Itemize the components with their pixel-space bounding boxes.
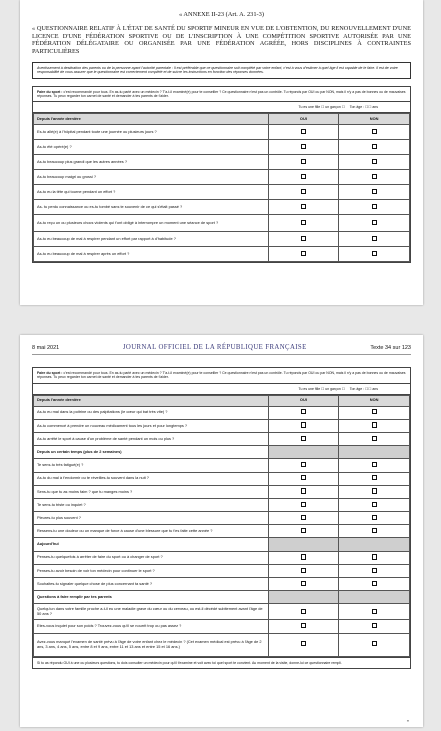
questionnaire-form-1	[32, 86, 411, 264]
sex-choice-2[interactable]: Tu es une fille ☐ un garçon ☐	[298, 386, 345, 391]
non-cell	[339, 125, 410, 140]
non-cell	[339, 185, 410, 200]
oui-cell	[268, 564, 339, 577]
section-label: Questions à faire remplir par tes parents	[34, 591, 269, 604]
non-checkbox[interactable]	[372, 641, 377, 646]
sex-age-line-2	[33, 384, 410, 395]
intro-lead: Faire du sport :	[37, 89, 63, 94]
table-row	[34, 633, 410, 656]
questionnaire-form-2	[32, 367, 411, 658]
question-text: As-tu eu beaucoup de mal à respirer pendant un effort par rapport à d'habitude ?	[34, 232, 269, 247]
section-non-cell	[339, 591, 410, 604]
oui-checkbox[interactable]	[301, 609, 306, 614]
non-checkbox[interactable]	[372, 144, 377, 149]
non-checkbox[interactable]	[372, 462, 377, 467]
non-cell	[339, 633, 410, 656]
question-text: Te sens-tu très fatigué(e) ?	[34, 459, 269, 472]
oui-checkbox[interactable]	[301, 251, 306, 256]
non-cell	[339, 155, 410, 170]
question-text: Ressens-tu une douleur ou un manque de force à cause d'une blessure que tu t'es faite cette année ?	[34, 525, 269, 538]
non-cell	[339, 215, 410, 232]
oui-cell	[268, 459, 339, 472]
non-cell	[339, 472, 410, 485]
oui-cell	[268, 170, 339, 185]
non-checkbox[interactable]	[372, 515, 377, 520]
question-text: Es-tu allé(e) à l'hôpital pendant toute une journée ou plusieurs jours ?	[34, 125, 269, 140]
non-checkbox[interactable]	[372, 159, 377, 164]
oui-cell	[268, 406, 339, 419]
intro-lead-2: Faire du sport :	[37, 371, 63, 375]
oui-cell	[268, 125, 339, 140]
non-cell	[339, 578, 410, 591]
oui-checkbox[interactable]	[301, 488, 306, 493]
non-checkbox[interactable]	[372, 220, 377, 225]
question-text: As-tu beaucoup plus grandi que les autres années ?	[34, 155, 269, 170]
non-checkbox[interactable]	[372, 568, 377, 573]
question-text: Te sens-tu triste ou inquiet ?	[34, 498, 269, 511]
table-row	[34, 512, 410, 525]
oui-cell	[268, 620, 339, 633]
question-text: As-tu arrêté le sport à cause d'un problème de santé pendant un mois ou plus ?	[34, 432, 269, 445]
oui-cell	[268, 551, 339, 564]
header-non-2: NON	[339, 395, 410, 406]
non-cell	[339, 459, 410, 472]
non-checkbox[interactable]	[372, 623, 377, 628]
oui-checkbox[interactable]	[301, 129, 306, 134]
non-checkbox[interactable]	[372, 502, 377, 507]
oui-cell	[268, 633, 339, 656]
section-non-cell	[339, 446, 410, 459]
table-row	[34, 620, 410, 633]
question-text: Penses-tu avoir besoin de voir ton médecin pour continuer le sport ?	[34, 564, 269, 577]
table-row	[34, 155, 410, 170]
header-oui: OUI	[268, 114, 339, 125]
section-oui-cell	[268, 538, 339, 551]
non-cell	[339, 512, 410, 525]
journal-header	[32, 344, 411, 355]
oui-checkbox[interactable]	[301, 502, 306, 507]
non-checkbox[interactable]	[372, 236, 377, 241]
questions-table-2	[33, 395, 410, 657]
section-label: Aujourd'hui	[34, 538, 269, 551]
oui-cell	[268, 512, 339, 525]
table-row	[34, 564, 410, 577]
table-row	[34, 604, 410, 620]
non-checkbox[interactable]	[372, 174, 377, 179]
oui-checkbox[interactable]	[301, 641, 306, 646]
non-checkbox[interactable]	[372, 204, 377, 209]
oui-checkbox[interactable]	[301, 174, 306, 179]
header-non: NON	[339, 114, 410, 125]
oui-checkbox[interactable]	[301, 436, 306, 441]
non-checkbox[interactable]	[372, 129, 377, 134]
document-page-2	[20, 335, 423, 727]
oui-checkbox[interactable]	[301, 144, 306, 149]
non-cell	[339, 140, 410, 155]
section-oui-cell	[268, 446, 339, 459]
section-label: Depuis un certain temps (plus de 2 semaines)	[34, 446, 269, 459]
question-text: As-tu du mal à t'endormir ou te réveilles-tu souvent dans la nuit ?	[34, 472, 269, 485]
non-checkbox[interactable]	[372, 422, 377, 427]
oui-cell	[268, 604, 339, 620]
non-checkbox[interactable]	[372, 528, 377, 533]
question-text: Etes-vous inquiet pour son poids ? Trouvez-vous qu'il se nourrit trop ou pas assez ?	[34, 620, 269, 633]
question-text: Sens-tu que tu as moins faim ? que tu manges moins ?	[34, 485, 269, 498]
non-cell	[339, 232, 410, 247]
journal-date: 8 mai 2021	[32, 344, 60, 351]
question-text: As-tu eu beaucoup de mal à respirer après un effort ?	[34, 247, 269, 262]
oui-cell	[268, 432, 339, 445]
title-marker: «	[32, 26, 35, 32]
oui-checkbox[interactable]	[301, 515, 306, 520]
table-row	[34, 485, 410, 498]
non-cell	[339, 406, 410, 419]
question-text: As-tu reçu un ou plusieurs chocs violents qui t'ont obligé à interrompre un moment une séance de sport ?	[34, 215, 269, 232]
non-cell	[339, 620, 410, 633]
table-row	[34, 215, 410, 232]
oui-cell	[268, 578, 339, 591]
oui-checkbox[interactable]	[301, 220, 306, 225]
non-cell	[339, 525, 410, 538]
oui-checkbox[interactable]	[301, 189, 306, 194]
oui-checkbox[interactable]	[301, 568, 306, 573]
question-text: Souhaites-tu signaler quelque chose de plus concernant ta santé ?	[34, 578, 269, 591]
non-checkbox[interactable]	[372, 554, 377, 559]
oui-checkbox[interactable]	[301, 409, 306, 414]
table-row	[34, 185, 410, 200]
oui-cell	[268, 247, 339, 262]
section-row	[34, 591, 410, 604]
header-oui-2: OUI	[268, 395, 339, 406]
oui-checkbox[interactable]	[301, 475, 306, 480]
oui-checkbox[interactable]	[301, 528, 306, 533]
journal-title: JOURNAL OFFICIEL DE LA RÉPUBLIQUE FRANÇAISE	[122, 344, 307, 351]
oui-cell	[268, 140, 339, 155]
document-page-1	[20, 0, 423, 305]
question-text: As-tu beaucoup maigri ou grossi ?	[34, 170, 269, 185]
section-oui-cell	[268, 591, 339, 604]
non-cell	[339, 604, 410, 620]
oui-checkbox[interactable]	[301, 623, 306, 628]
question-text: Quelqu'un dans votre famille proche a-t-il eu une maladie grave du cœur ou du cerveau, ou est-il décédé subitement avant l'âge de 50 ans ?	[34, 604, 269, 620]
table-row	[34, 200, 410, 215]
table-row	[34, 551, 410, 564]
table-header	[34, 114, 410, 125]
question-text: As-tu commencé à prendre un nouveau médicament tous les jours et pour longtemps ?	[34, 419, 269, 432]
oui-checkbox[interactable]	[301, 236, 306, 241]
question-text: As-tu eu mal dans la poitrine ou des palpitations (le cœur qui bat très vite) ?	[34, 406, 269, 419]
table-row	[34, 498, 410, 511]
non-checkbox[interactable]	[372, 609, 377, 614]
table-row	[34, 247, 410, 262]
oui-checkbox[interactable]	[301, 159, 306, 164]
non-checkbox[interactable]	[372, 488, 377, 493]
non-cell	[339, 551, 410, 564]
table-row	[34, 432, 410, 445]
continuation-marker: »	[406, 718, 409, 723]
header-question: Depuis l'année dernière	[34, 114, 269, 125]
non-checkbox[interactable]	[372, 581, 377, 586]
texte-number: Texte 34 sur 123	[370, 344, 411, 351]
questionnaire-title	[32, 25, 411, 55]
parent-warning: Avertissement à destination des parents ou de la personne ayant l'autorité parentale : Il est préférable que ce questionnaire soit complété par votre enfant, c'est à vous d'estimer à quel âge il est capable de le faire. Il est de votre responsabilité de vous assurer que le questionnaire est correctement complété et de suivre les instructions en fonction des réponses données.	[32, 62, 411, 79]
oui-cell	[268, 232, 339, 247]
question-text: Pleures-tu plus souvent ?	[34, 512, 269, 525]
table-row	[34, 472, 410, 485]
non-cell	[339, 170, 410, 185]
age-field[interactable]: Ton âge : ☐☐ ans	[349, 105, 378, 110]
oui-checkbox[interactable]	[301, 422, 306, 427]
oui-cell	[268, 472, 339, 485]
question-text: As- tu perdu connaissance ou es-tu tombé sans te souvenir de ce qui s'était passé ?	[34, 200, 269, 215]
questionnaire-title-text: QUESTIONNAIRE RELATIF À L'ÉTAT DE SANTÉ DU SPORTIF MINEUR EN VUE DE L'OBTENTION, DU RENOUVELLEMENT D'UNE LICENCE D'UNE FÉDÉRATION SPORTIVE OU DE L'INSCRIPTION À UNE COMPÉTITION SPORTIVE AUTORISÉE PAR UNE FÉDÉRATION DÉLÉGATAIRE OU ORGANISÉE PAR UNE FÉDÉRATION AGRÉÉE, HORS DISCIPLINES À CONTRAINTES PARTICULIÈRES	[32, 25, 412, 55]
table-row	[34, 406, 410, 419]
form-intro-2	[33, 368, 410, 384]
table-row	[34, 419, 410, 432]
table-row	[34, 140, 410, 155]
non-checkbox[interactable]	[372, 251, 377, 256]
table-header-2	[34, 395, 410, 406]
non-checkbox[interactable]	[372, 475, 377, 480]
header-question-2: Depuis l'année dernière	[34, 395, 269, 406]
oui-cell	[268, 498, 339, 511]
sex-age-line	[33, 102, 410, 113]
non-cell	[339, 419, 410, 432]
non-cell	[339, 247, 410, 262]
table-row	[34, 459, 410, 472]
non-checkbox[interactable]	[372, 409, 377, 414]
non-cell	[339, 200, 410, 215]
question-text: Avez-vous manqué l'examen de santé prévu à l'âge de votre enfant chez le médecin ? (Cet examen médical est prévu à l'âge de 2 ans, 3 ans, 4 ans, 5 ans, entre 8 et 9 ans, entre 11 et 13 ans et entre 15 et 16 ans.)	[34, 633, 269, 656]
oui-checkbox[interactable]	[301, 554, 306, 559]
non-checkbox[interactable]	[372, 436, 377, 441]
question-text: As-tu eu la tête qui tourne pendant un effort ?	[34, 185, 269, 200]
non-checkbox[interactable]	[372, 189, 377, 194]
intro-text-2: c'est recommandé pour tous. En as-tu parlé avec un médecin ? T'a-t-il examiné(e) pour te conseiller ? Ce questionnaire n'est pas un contrôle. Tu réponds par OUI ou par NON, mais il n'y a pas de bonnes ou de mauvaises réponses. Tu peux regarder ton carnet de santé et demander à tes parents de t'aider.	[37, 371, 406, 380]
oui-cell	[268, 155, 339, 170]
non-cell	[339, 564, 410, 577]
oui-cell	[268, 485, 339, 498]
non-cell	[339, 498, 410, 511]
oui-cell	[268, 215, 339, 232]
age-field-2[interactable]: Ton âge : ☐☐ ans	[349, 386, 378, 391]
consult-doctor-note: Si tu as répondu OUI à une ou plusieurs questions, tu dois consulter un médecin pour qu'il t'examine et voit avec toi quel sport te convient. Au moment de la visite, donne-lui ce questionnaire rempli.	[32, 658, 411, 669]
question-text: As-tu été opéré(e) ?	[34, 140, 269, 155]
section-non-cell	[339, 538, 410, 551]
oui-cell	[268, 525, 339, 538]
form-intro	[33, 87, 410, 103]
non-cell	[339, 432, 410, 445]
non-cell	[339, 485, 410, 498]
table-row	[34, 125, 410, 140]
oui-checkbox[interactable]	[301, 462, 306, 467]
table-row	[34, 170, 410, 185]
question-text: Penses-tu quelquefois à arrêter de faire du sport ou à changer de sport ?	[34, 551, 269, 564]
table-row	[34, 232, 410, 247]
section-row	[34, 446, 410, 459]
oui-cell	[268, 200, 339, 215]
oui-cell	[268, 185, 339, 200]
oui-cell	[268, 419, 339, 432]
intro-text: c'est recommandé pour tous. En as-tu parlé avec un médecin ? T'a-t-il examiné(e) pour te conseiller ? Ce questionnaire n'est pas un contrôle. Tu réponds par OUI ou par NON, mais il n'y a pas de bonnes ou de mauvaises réponses. Tu peux regarder ton carnet de santé et demander à tes parents de t'aider.	[37, 89, 406, 99]
table-row	[34, 525, 410, 538]
sex-choice[interactable]: Tu es une fille ☐ un garçon ☐	[298, 105, 345, 110]
oui-checkbox[interactable]	[301, 204, 306, 209]
annex-title: « ANNEXE II-23 (Art. A. 231-3)	[178, 11, 264, 18]
oui-checkbox[interactable]	[301, 581, 306, 586]
questions-table-1	[33, 113, 410, 262]
table-row	[34, 578, 410, 591]
section-row	[34, 538, 410, 551]
